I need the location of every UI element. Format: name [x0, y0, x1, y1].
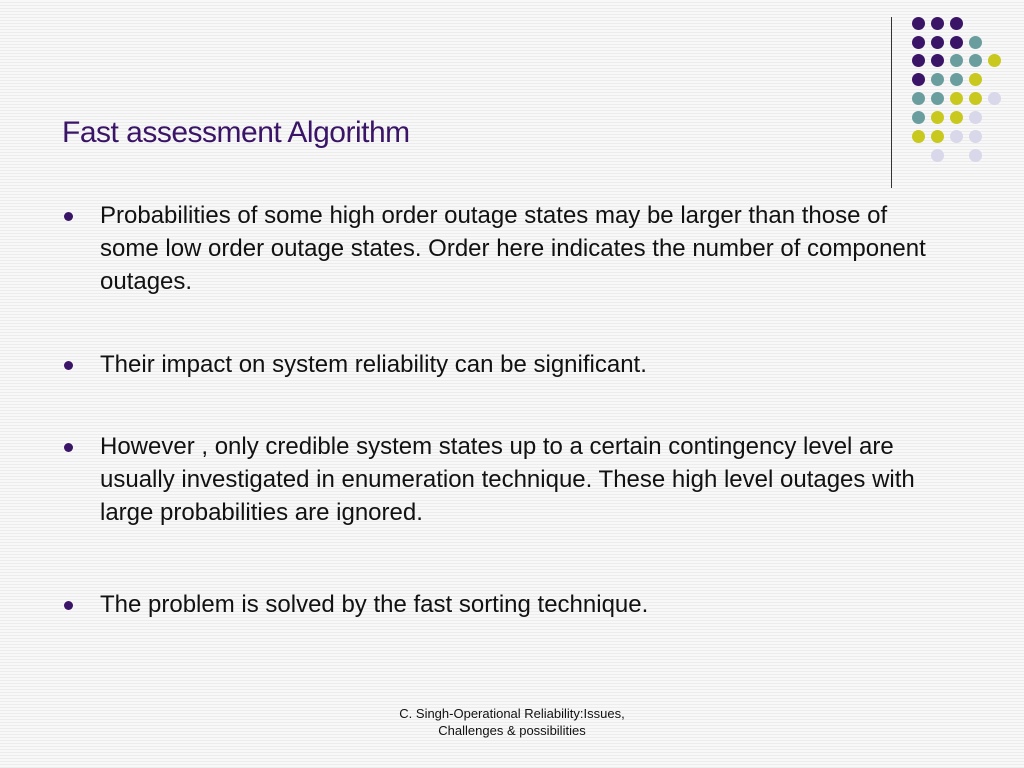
decorative-dot — [950, 36, 963, 49]
decorative-dot — [950, 54, 963, 67]
decorative-dot — [950, 17, 963, 30]
decorative-dot — [912, 130, 925, 143]
decorative-dot — [950, 92, 963, 105]
decorative-dot — [969, 36, 982, 49]
decorative-dot — [931, 130, 944, 143]
bullet-text: The problem is solved by the fast sorting technique. — [100, 591, 649, 618]
decorative-dot — [969, 111, 982, 124]
footer-line-2: Challenges & possibilities — [438, 723, 586, 738]
decorative-dot — [988, 92, 1001, 105]
bullet-item — [62, 348, 942, 381]
bullet-item — [62, 430, 942, 529]
bullet-item — [62, 199, 942, 298]
decorative-dot — [931, 36, 944, 49]
decorative-dot — [912, 36, 925, 49]
decorative-dot — [912, 54, 925, 67]
bullet-item — [62, 588, 942, 621]
decorative-dot — [931, 73, 944, 86]
decorative-dot — [912, 17, 925, 30]
footer-line-1: C. Singh-Operational Reliability:Issues, — [399, 706, 625, 721]
decorative-dot — [912, 111, 925, 124]
bullet-text: However , only credible system states up to a certain contingency level are usually investigated in enumeration technique. These high level outages with large probabilities are ignored. — [100, 433, 915, 526]
bullet-dot-icon — [64, 212, 73, 221]
decorative-dot — [931, 111, 944, 124]
decorative-dot — [969, 130, 982, 143]
slide-footer — [362, 705, 662, 739]
slide-title: Fast assessment Algorithm — [62, 116, 410, 149]
decorative-dot — [931, 149, 944, 162]
decorative-dot — [969, 73, 982, 86]
decorative-dot — [988, 54, 1001, 67]
bullet-dot-icon — [64, 443, 73, 452]
decorative-dot — [950, 73, 963, 86]
decorative-dot — [931, 92, 944, 105]
decorative-dot — [969, 92, 982, 105]
bullet-text: Their impact on system reliability can be significant. — [100, 351, 647, 378]
decorative-dot — [931, 17, 944, 30]
decorative-dot — [950, 130, 963, 143]
decorative-dot — [969, 54, 982, 67]
bullet-text: Probabilities of some high order outage states may be larger than those of some low order outage states. Order here indicates the number of component outages. — [100, 202, 926, 295]
bullet-dot-icon — [64, 601, 73, 610]
decorative-dot — [950, 111, 963, 124]
decorative-dot — [969, 149, 982, 162]
vertical-divider — [891, 17, 892, 188]
decorative-dot — [912, 73, 925, 86]
decorative-dot — [912, 92, 925, 105]
decorative-dot — [931, 54, 944, 67]
bullet-dot-icon — [64, 361, 73, 370]
